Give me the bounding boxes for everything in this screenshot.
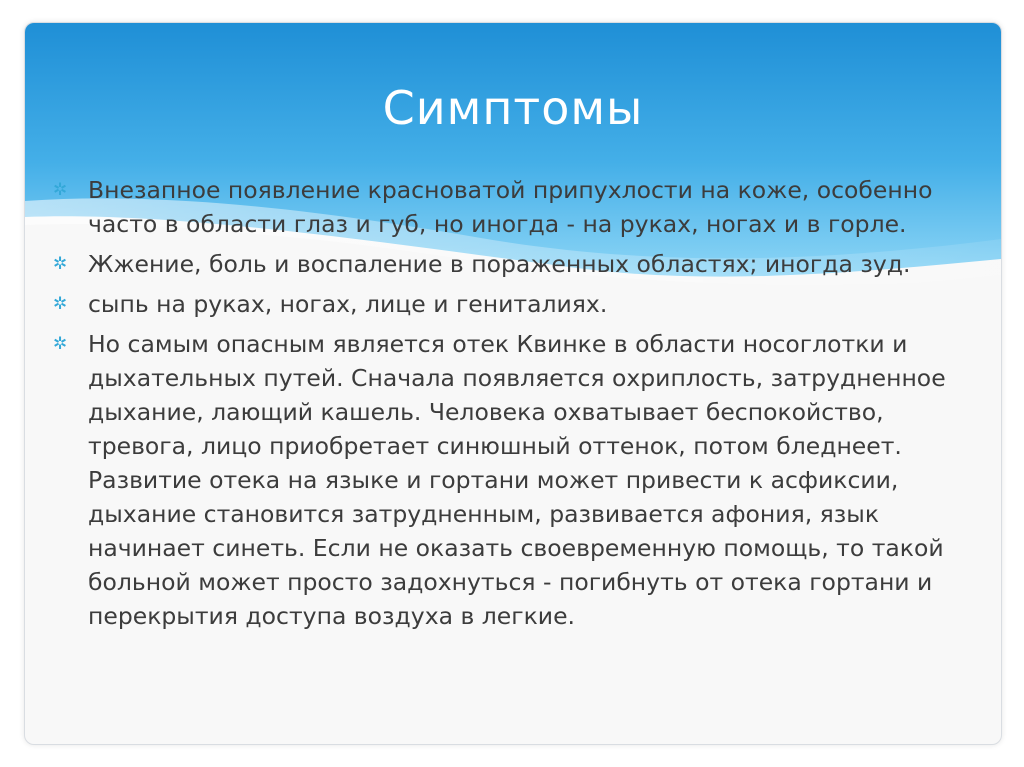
asterisk-icon: ✲: [53, 180, 68, 200]
bullet-item: [53, 287, 973, 321]
asterisk-icon: ✲: [53, 334, 68, 354]
bullet-item: [53, 173, 973, 241]
asterisk-icon: ✲: [53, 294, 68, 314]
bullet-item: [53, 247, 973, 281]
asterisk-icon: ✲: [53, 254, 68, 274]
slide-frame: [24, 22, 1002, 745]
bullet-text: Внезапное появление красноватой припухлости на коже, особенно часто в области глаз и губ, но иногда - на руках, ногах и в горле.: [88, 176, 933, 238]
bullet-text: Жжение, боль и воспаление в пораженных областях; иногда зуд.: [88, 250, 911, 278]
slide-title: Симптомы: [382, 81, 644, 135]
bullet-text: Но самым опасным является отек Квинке в области носоглотки и дыхательных путей. Сначала появляется охриплость, затрудненное дыхание, лающий кашель. Человека охватывает беспокойство, тревога, лицо приобретает синюшный оттенок, потом бледнеет. Развитие отека на языке и гортани может привести к асфиксии, дыхание становится затрудненным, развивается афония, язык начинает синеть. Если не оказать своевременную помощь, то такой больной может просто задохнуться - погибнуть от отека гортани и перекрытия доступа воздуха в легкие.: [88, 330, 946, 630]
bullet-item: [53, 327, 973, 633]
bullet-text: сыпь на руках, ногах, лице и гениталиях.: [88, 290, 608, 318]
bullet-list: [53, 173, 973, 639]
